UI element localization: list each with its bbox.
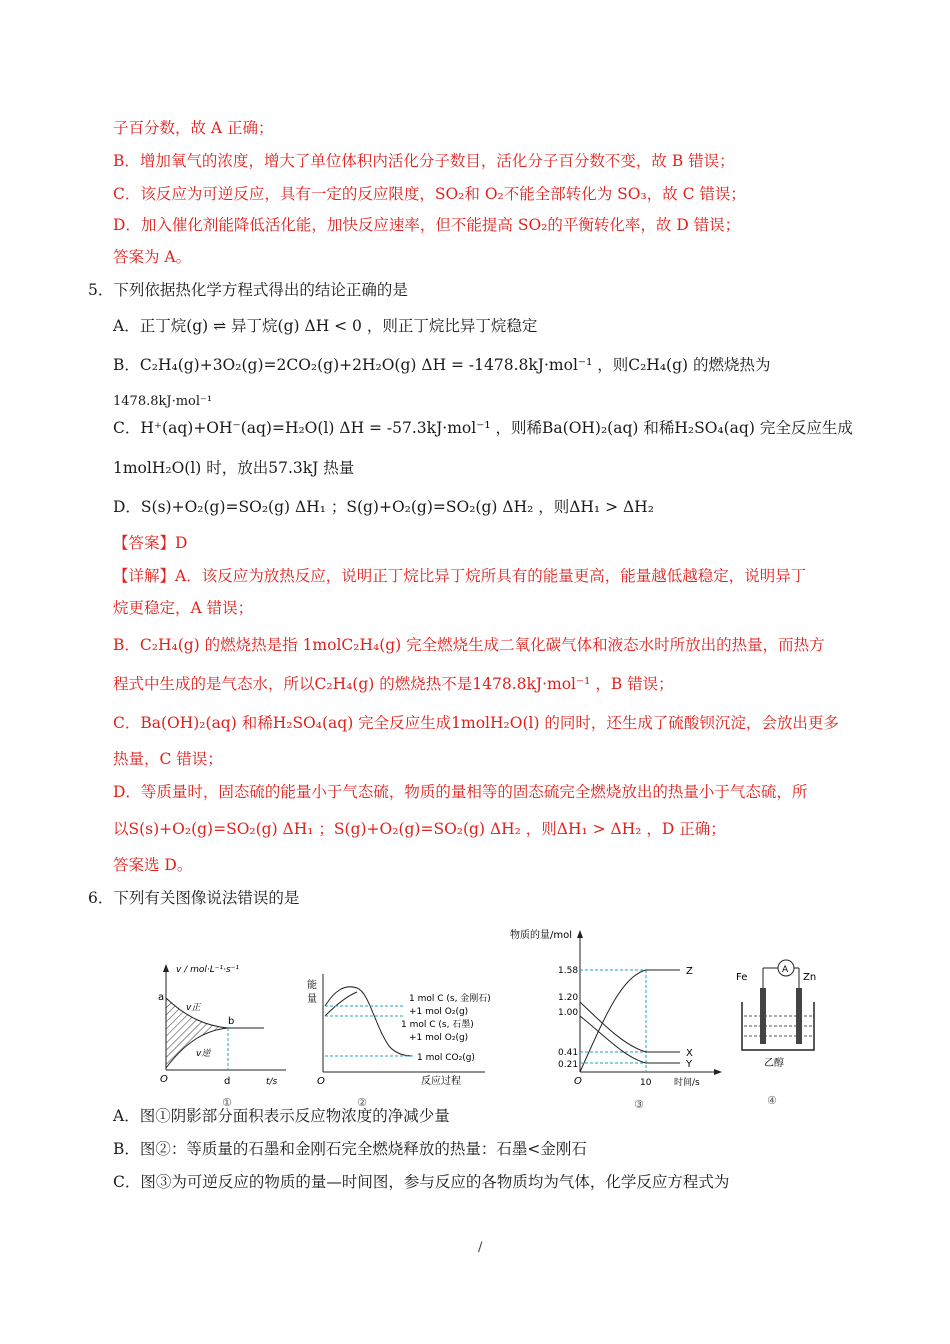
option-5a: A．正丁烷(g) ⇌ 异丁烷(g) ΔH < 0 ，则正丁烷比异丁烷稳定 [113, 317, 538, 335]
label-co2: 1 mol CO₂(g) [417, 1053, 475, 1063]
option-5b-cont: 1478.8kJ·mol⁻¹ [113, 394, 213, 409]
figure-number: ④ [767, 1094, 777, 1107]
label-z: Z [686, 966, 693, 977]
figure-4-cell [730, 952, 825, 1110]
explanation-line: 答案选 D。 [113, 856, 193, 874]
figure-number: ② [357, 1096, 367, 1109]
explanation-line: 热量，C 错误； [113, 750, 223, 768]
explanation-line: 以S(s)+O₂(g)=SO₂(g) ΔH₁ ；S(g)+O₂(g)=SO₂(g) ΔH₂ ，则ΔH₁ > ΔH₂ ，D 正确； [113, 820, 726, 838]
option-5d: D．S(s)+O₂(g)=SO₂(g) ΔH₁ ；S(g)+O₂(g)=SO₂(g) ΔH₂ ，则ΔH₁ > ΔH₂ [113, 498, 654, 516]
question-5: 5．下列依据热化学方程式得出的结论正确的是 [88, 281, 408, 299]
beaker [742, 1002, 814, 1050]
answer-label: 【答案】D [113, 534, 188, 552]
label-v-reverse: v逆 [196, 1049, 211, 1059]
text-line: 答案为 A。 [113, 248, 192, 266]
x-label: t/s [266, 1077, 278, 1087]
tick-1.58: 1.58 [558, 966, 579, 976]
figure-number: ③ [634, 1098, 644, 1111]
explanation-line: B．C₂H₄(g) 的燃烧热是指 1molC₂H₄(g) 完全燃烧生成二氧化碳气体和液态水时所放出的热量，而热方 [113, 636, 825, 654]
option-5c: C．H⁺(aq)+OH⁻(aq)=H₂O(l) ΔH = -57.3kJ·mol⁻¹ ，则稀Ba(OH)₂(aq) 和稀H₂SO₄(aq) 完全反应生成 [113, 419, 853, 437]
y-label: 物质的量/mol [510, 930, 573, 941]
graphite-path [325, 992, 357, 1016]
option-5c-cont: 1molH₂O(l) 时，放出57.3kJ 热量 [113, 459, 355, 477]
zn-electrode [796, 988, 802, 1044]
figure-2-energy-diagram [303, 966, 493, 1110]
option-6c: C．图③为可逆反应的物质的量—时间图，参与反应的各物质均为气体，化学反应方程式为 [113, 1173, 730, 1191]
x-label: 反应过程 [421, 1076, 461, 1087]
label-graphite: 1 mol C (s, 石墨) [401, 1020, 474, 1030]
option-6b: B．图②：等质量的石墨和金刚石完全燃烧释放的热量：石墨<金刚石 [113, 1140, 587, 1158]
label-fe: Fe [736, 972, 748, 983]
explanation-line: D．等质量时，固态硫的能量小于气态硫，物质的量相等的固态硫完全燃烧放出的热量小于气态硫，所 [113, 783, 808, 801]
label-diamond: 1 mol C (s, 金刚石) [409, 994, 491, 1004]
question-6: 6．下列有关图像说法错误的是 [88, 889, 300, 907]
figure-3-amount-time [510, 926, 725, 1112]
text-line: 子百分数，故 A 正确； [113, 119, 274, 137]
tick-0.21: 0.21 [558, 1060, 579, 1070]
label-y: Y [686, 1059, 693, 1070]
tick-1.00: 1.00 [558, 1008, 579, 1018]
y-label: v / mol·L⁻¹·s⁻¹ [176, 965, 239, 975]
label-d: d [224, 1076, 231, 1087]
label-zn: Zn [803, 972, 817, 983]
figure-number: ① [222, 1096, 232, 1109]
tick-1.20: 1.20 [558, 993, 579, 1003]
x-label: 时间/s [674, 1078, 700, 1088]
figure-1-rate-time [152, 958, 292, 1110]
origin: O [317, 1076, 325, 1087]
label-x: X [686, 1048, 693, 1059]
text-line: C．该反应为可逆反应，具有一定的反应限度，SO₂和 O₂不能全部转化为 SO₃，故 C 错误； [113, 185, 746, 203]
label-o2: +1 mol O₂(g) [409, 1007, 469, 1017]
explanation-line: 烷更稳定，A 错误； [113, 599, 254, 617]
origin: O [574, 1076, 582, 1087]
label-b: b [228, 1016, 235, 1027]
tick-10: 10 [640, 1078, 652, 1088]
y-axis-arrow [577, 930, 583, 938]
ammeter-label: A [782, 965, 789, 975]
tick-0.41: 0.41 [558, 1048, 579, 1058]
y-axis-arrow [163, 964, 169, 972]
explanation-line: 【详解】A．该反应为放热反应，说明正丁烷比异丁烷所具有的能量更高，能量越低越稳定，说明异丁 [113, 567, 807, 585]
text-line: B．增加氧气的浓度，增大了单位体积内活化分子数目，活化分子百分数不变，故 B 错误； [113, 152, 735, 170]
explanation-line: C．Ba(OH)₂(aq) 和稀H₂SO₄(aq) 完全反应生成1molH₂O(l) 的同时，还生成了硫酸钡沉淀，会放出更多 [113, 714, 839, 732]
x-axis-arrow [714, 1069, 722, 1075]
option-5b: B．C₂H₄(g)+3O₂(g)=2CO₂(g)+2H₂O(g) ΔH = -1478.8kJ·mol⁻¹ ，则C₂H₄(g) 的燃烧热为 [113, 356, 771, 374]
label-v-forward: v正 [186, 1003, 201, 1013]
label-o2-2: +1 mol O₂(g) [409, 1033, 469, 1043]
origin: O [160, 1074, 168, 1085]
curve-x [580, 1002, 680, 1052]
y-label-bottom: 量 [307, 994, 317, 1005]
label-a: a [158, 992, 165, 1003]
liquid-label: 乙醇 [764, 1058, 784, 1069]
option-6a: A．图①阴影部分面积表示反应物浓度的净减少量 [113, 1107, 450, 1125]
text-line: D．加入催化剂能降低活化能，加快反应速率，但不能提高 SO₂的平衡转化率，故 D 错误； [113, 216, 741, 234]
y-label-top: 能 [307, 980, 317, 991]
diamond-path [325, 987, 413, 1056]
explanation-line: 程式中生成的是气态水，所以C₂H₄(g) 的燃烧热不是1478.8kJ·mol⁻¹ ，B 错误； [113, 675, 674, 693]
fe-electrode [760, 988, 766, 1044]
page-footer: / [478, 1240, 483, 1255]
